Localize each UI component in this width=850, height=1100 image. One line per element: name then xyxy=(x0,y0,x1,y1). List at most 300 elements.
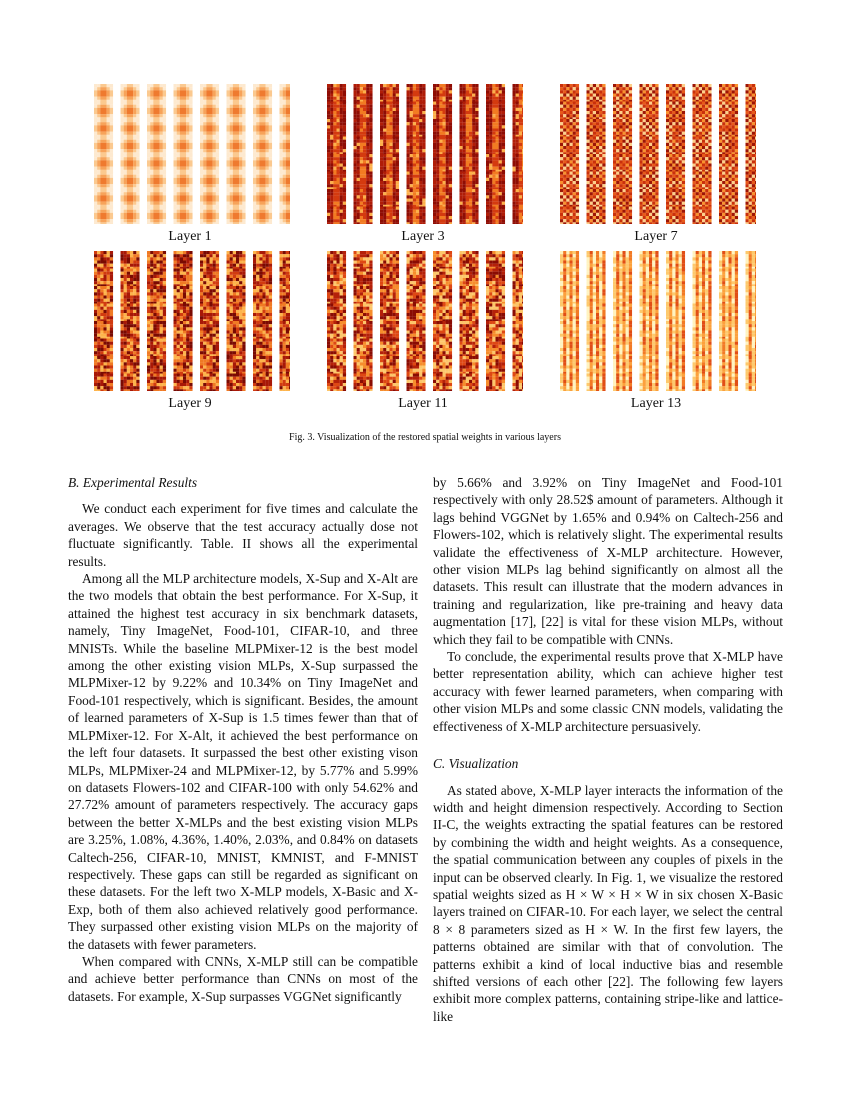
weight-tile xyxy=(407,339,426,358)
weight-tile xyxy=(693,84,712,103)
weight-tile xyxy=(227,154,246,173)
figure-panel-layer-3 xyxy=(323,84,523,244)
panel-label: Layer 11 xyxy=(398,396,448,411)
weight-tile xyxy=(613,119,632,138)
weight-tile xyxy=(253,119,272,138)
weight-tile xyxy=(94,84,113,103)
weight-tile xyxy=(227,356,246,375)
weight-tile xyxy=(121,304,140,323)
weight-tile xyxy=(327,119,346,138)
weight-tile xyxy=(693,269,712,288)
weight-tile xyxy=(693,356,712,375)
weight-tile xyxy=(719,356,738,375)
weight-tile xyxy=(407,119,426,138)
weight-tile xyxy=(613,304,632,323)
weight-tile xyxy=(200,172,219,191)
weight-tile xyxy=(327,269,346,288)
weight-tile xyxy=(513,321,524,340)
weight-tile xyxy=(693,286,712,305)
weight-tile xyxy=(613,84,632,103)
weight-tile xyxy=(486,154,505,173)
weight-tile xyxy=(280,154,291,173)
weight-tile xyxy=(666,137,685,156)
weight-tile xyxy=(174,102,193,121)
weight-tile xyxy=(253,84,272,103)
figure-panel-layer-1 xyxy=(90,84,290,244)
weight-tile xyxy=(174,356,193,375)
weight-tile xyxy=(407,251,426,270)
weight-tile xyxy=(327,339,346,358)
weight-tile xyxy=(666,339,685,358)
weight-tile xyxy=(513,154,524,173)
weight-tile xyxy=(433,207,452,225)
weight-tile xyxy=(513,339,524,358)
weight-tile xyxy=(200,119,219,138)
weight-tile xyxy=(719,374,738,392)
weight-tile xyxy=(513,356,524,375)
weight-tile xyxy=(587,321,606,340)
weight-tile xyxy=(693,321,712,340)
weight-tile xyxy=(280,137,291,156)
weight-tile xyxy=(460,339,479,358)
weight-tile xyxy=(693,137,712,156)
weight-tile xyxy=(407,172,426,191)
weight-tile xyxy=(407,356,426,375)
weight-tile xyxy=(354,137,373,156)
weight-tile xyxy=(513,374,524,392)
weight-tile xyxy=(147,339,166,358)
weight-tile xyxy=(746,172,757,191)
weight-tile xyxy=(746,304,757,323)
weight-tile xyxy=(433,286,452,305)
weight-tile xyxy=(280,207,291,225)
weight-tile xyxy=(693,207,712,225)
weight-tile xyxy=(280,339,291,358)
weight-tile xyxy=(121,84,140,103)
paragraph: Among all the MLP architecture models, X-Sup and X-Alt are the two models that obtain the best performance. For X-Sup, it attained the highest test accuracy in six benchmark datasets, namely, Tiny ImageNet, Food-101, CIFAR-10, and three MNISTs. While the baseline MLPMixer-12 is the best model among the other existing vision MLPs, X-Sup surpassed the MLPMixer-12 by 9.22% and 10.34% on Tiny ImageNet and Food-101 respectively, which is significant. Besides, the amount of learned parameters of X-Sup is 1.5 times fewer than that of MLPMixer-12. For X-Alt, it achieved the best performance on the left four datasets. It surpassed the best other existing vison MLPs, MLPMixer-24 and MLPMixer-12, by 5.77% and 5.99% on datasets Flowers-102 and CIFAR-100 with only 54.62% and 27.72% amount of parameters respectively. The accuracy gaps between the better X-MLPs and the best existing vision MLPs are 3.25%, 1.08%, 4.36%, 1.40%, 2.03%, and 0.84% on datasets Caltech-256, CIFAR-10, MNIST, KMNIST, and F-MNIST respectively. These gaps can still be regarded as significant on these datasets. For the left two X-MLP models, X-Basic and X-Exp, both of them also achieved relatively good performance. They surpassed other existing vision MLPs on the majority of the datasets with fewer parameters. xyxy=(68,571,418,952)
weight-tile xyxy=(640,374,659,392)
weight-tile xyxy=(147,172,166,191)
weight-tile xyxy=(666,84,685,103)
weight-tile xyxy=(174,339,193,358)
weight-tile xyxy=(407,374,426,392)
weight-tile xyxy=(200,286,219,305)
weight-tile xyxy=(460,119,479,138)
weight-tile xyxy=(666,374,685,392)
weight-tile xyxy=(280,304,291,323)
weight-tile xyxy=(719,137,738,156)
weight-tile xyxy=(560,172,579,191)
weight-tile xyxy=(174,137,193,156)
weight-tile xyxy=(227,207,246,225)
weight-tile xyxy=(121,207,140,225)
weight-tile xyxy=(280,286,291,305)
weight-grid-layer-13 xyxy=(556,251,756,391)
weight-tile xyxy=(640,189,659,208)
weight-tile xyxy=(613,321,632,340)
weight-tile xyxy=(486,172,505,191)
weight-tile xyxy=(94,137,113,156)
weight-tile xyxy=(94,374,113,392)
weight-tile xyxy=(227,269,246,288)
weight-tile xyxy=(560,356,579,375)
weight-tile xyxy=(147,356,166,375)
weight-tile xyxy=(227,286,246,305)
weight-tile xyxy=(433,304,452,323)
weight-tile xyxy=(147,269,166,288)
weight-tile xyxy=(354,102,373,121)
weight-tile xyxy=(94,356,113,375)
weight-tile xyxy=(354,189,373,208)
weight-tile xyxy=(613,102,632,121)
weight-tile xyxy=(94,102,113,121)
weight-tile xyxy=(613,251,632,270)
weight-tile xyxy=(486,251,505,270)
panel-label: Layer 7 xyxy=(634,229,678,244)
weight-tile xyxy=(200,137,219,156)
weight-tile xyxy=(380,286,399,305)
weight-tile xyxy=(587,137,606,156)
weight-tile xyxy=(94,207,113,225)
weight-tile xyxy=(746,269,757,288)
weight-tile xyxy=(587,304,606,323)
weight-tile xyxy=(719,154,738,173)
weight-tile xyxy=(227,251,246,270)
weight-tile xyxy=(486,374,505,392)
weight-tile xyxy=(280,321,291,340)
weight-tile xyxy=(666,102,685,121)
weight-tile xyxy=(486,286,505,305)
weight-tile xyxy=(719,84,738,103)
weight-tile xyxy=(746,286,757,305)
weight-tile xyxy=(147,137,166,156)
weight-tile xyxy=(174,321,193,340)
weight-tile xyxy=(560,251,579,270)
weight-tile xyxy=(640,172,659,191)
weight-tile xyxy=(227,321,246,340)
weight-tile xyxy=(513,207,524,225)
weight-tile xyxy=(200,189,219,208)
weight-tile xyxy=(486,339,505,358)
weight-tile xyxy=(121,356,140,375)
weight-tile xyxy=(640,137,659,156)
weight-tile xyxy=(380,207,399,225)
weight-tile xyxy=(560,304,579,323)
weight-tile xyxy=(433,356,452,375)
weight-tile xyxy=(354,356,373,375)
weight-tile xyxy=(640,356,659,375)
weight-tile xyxy=(433,154,452,173)
weight-tile xyxy=(280,172,291,191)
weight-tile xyxy=(433,374,452,392)
weight-tile xyxy=(94,269,113,288)
weight-tile xyxy=(121,102,140,121)
weight-tile xyxy=(94,286,113,305)
weight-tile xyxy=(174,172,193,191)
weight-tile xyxy=(354,84,373,103)
weight-tile xyxy=(460,321,479,340)
left-column xyxy=(68,474,418,1005)
weight-tile xyxy=(147,374,166,392)
weight-tile xyxy=(407,189,426,208)
weight-grid-layer-3 xyxy=(323,84,523,224)
weight-tile xyxy=(560,286,579,305)
right-column xyxy=(433,474,783,1025)
weight-tile xyxy=(94,154,113,173)
weight-grid-layer-9 xyxy=(90,251,290,391)
weight-tile xyxy=(227,172,246,191)
weight-tile xyxy=(693,119,712,138)
weight-tile xyxy=(174,286,193,305)
weight-tile xyxy=(640,207,659,225)
weight-tile xyxy=(121,172,140,191)
section-heading: C. Visualization xyxy=(433,756,519,772)
paragraph: We conduct each experiment for five times and calculate the averages. We observe that the test accuracy actually dose not fluctuate significantly. Table. II shows all the experimental results. xyxy=(68,501,418,569)
weight-tile xyxy=(380,321,399,340)
weight-tile xyxy=(253,321,272,340)
weight-tile xyxy=(666,269,685,288)
weight-tile xyxy=(513,269,524,288)
weight-tile xyxy=(666,356,685,375)
weight-tile xyxy=(354,251,373,270)
weight-tile xyxy=(407,102,426,121)
weight-tile xyxy=(560,269,579,288)
weight-tile xyxy=(380,374,399,392)
weight-tile xyxy=(327,374,346,392)
weight-tile xyxy=(587,207,606,225)
weight-tile xyxy=(380,356,399,375)
weight-tile xyxy=(327,137,346,156)
weight-tile xyxy=(121,286,140,305)
weight-tile xyxy=(640,102,659,121)
panel-label: Layer 1 xyxy=(168,229,212,244)
weight-tile xyxy=(640,84,659,103)
weight-tile xyxy=(560,137,579,156)
weight-tile xyxy=(640,251,659,270)
weight-tile xyxy=(380,172,399,191)
weight-tile xyxy=(486,119,505,138)
weight-tile xyxy=(560,119,579,138)
weight-tile xyxy=(94,321,113,340)
weight-tile xyxy=(460,84,479,103)
weight-tile xyxy=(147,321,166,340)
weight-tile xyxy=(380,304,399,323)
weight-tile xyxy=(433,119,452,138)
panel-label: Layer 9 xyxy=(168,396,212,411)
weight-tile xyxy=(746,321,757,340)
weight-tile xyxy=(253,172,272,191)
weight-tile xyxy=(200,102,219,121)
weight-tile xyxy=(433,269,452,288)
weight-tile xyxy=(200,269,219,288)
weight-tile xyxy=(613,189,632,208)
weight-tile xyxy=(613,172,632,191)
weight-tile xyxy=(486,356,505,375)
weight-tile xyxy=(486,84,505,103)
weight-tile xyxy=(147,286,166,305)
weight-tile xyxy=(354,172,373,191)
weight-tile xyxy=(147,119,166,138)
weight-tile xyxy=(587,251,606,270)
weight-tile xyxy=(746,189,757,208)
weight-tile xyxy=(746,207,757,225)
weight-tile xyxy=(354,321,373,340)
weight-tile xyxy=(613,286,632,305)
weight-tile xyxy=(587,269,606,288)
weight-tile xyxy=(121,269,140,288)
weight-grid-layer-7 xyxy=(556,84,756,224)
weight-tile xyxy=(174,207,193,225)
weight-tile xyxy=(486,304,505,323)
weight-tile xyxy=(746,84,757,103)
weight-tile xyxy=(253,339,272,358)
weight-tile xyxy=(613,339,632,358)
weight-tile xyxy=(693,154,712,173)
weight-tile xyxy=(227,189,246,208)
weight-tile xyxy=(280,84,291,103)
weight-tile xyxy=(94,339,113,358)
paragraph: To conclude, the experimental results prove that X-MLP have better representation ability, which can achieve higher test accuracy with fewer learned parameters, when comparing with other vision MLPs and some classic CNN models, validating the effectiveness of X-MLP architecture persuasively. xyxy=(433,649,783,734)
weight-tile xyxy=(587,84,606,103)
weight-tile xyxy=(513,84,524,103)
weight-tile xyxy=(94,251,113,270)
weight-tile xyxy=(380,119,399,138)
weight-tile xyxy=(280,189,291,208)
panel-label: Layer 13 xyxy=(630,396,682,411)
weight-grid-layer-11 xyxy=(323,251,523,391)
weight-tile xyxy=(746,102,757,121)
weight-tile xyxy=(486,269,505,288)
weight-tile xyxy=(380,189,399,208)
weight-tile xyxy=(746,137,757,156)
weight-tile xyxy=(253,251,272,270)
weight-tile xyxy=(719,339,738,358)
weight-tile xyxy=(94,304,113,323)
weight-tile xyxy=(560,154,579,173)
weight-tile xyxy=(486,321,505,340)
weight-tile xyxy=(200,339,219,358)
weight-tile xyxy=(460,251,479,270)
weight-tile xyxy=(693,102,712,121)
weight-tile xyxy=(587,286,606,305)
weight-tile xyxy=(94,172,113,191)
weight-tile xyxy=(380,102,399,121)
weight-tile xyxy=(587,119,606,138)
weight-tile xyxy=(121,137,140,156)
weight-tile xyxy=(174,154,193,173)
weight-tile xyxy=(121,321,140,340)
weight-tile xyxy=(147,207,166,225)
weight-tile xyxy=(587,339,606,358)
weight-tile xyxy=(433,251,452,270)
weight-tile xyxy=(746,251,757,270)
weight-tile xyxy=(513,119,524,138)
weight-tile xyxy=(719,321,738,340)
weight-tile xyxy=(121,154,140,173)
weight-tile xyxy=(513,172,524,191)
weight-tile xyxy=(693,304,712,323)
weight-tile xyxy=(666,304,685,323)
weight-tile xyxy=(513,137,524,156)
weight-tile xyxy=(253,154,272,173)
weight-tile xyxy=(121,339,140,358)
weight-tile xyxy=(486,102,505,121)
weight-tile xyxy=(327,84,346,103)
weight-tile xyxy=(666,172,685,191)
weight-tile xyxy=(640,269,659,288)
weight-tile xyxy=(200,374,219,392)
weight-tile xyxy=(513,189,524,208)
weight-tile xyxy=(460,304,479,323)
weight-tile xyxy=(433,137,452,156)
weight-tile xyxy=(227,102,246,121)
weight-tile xyxy=(460,102,479,121)
weight-tile xyxy=(513,102,524,121)
weight-tile xyxy=(327,154,346,173)
weight-tile xyxy=(719,189,738,208)
figure-panel-layer-13 xyxy=(556,251,756,411)
weight-grid-layer-1 xyxy=(90,84,290,224)
weight-tile xyxy=(147,84,166,103)
weight-tile xyxy=(147,102,166,121)
weight-tile xyxy=(354,207,373,225)
paragraph: When compared with CNNs, X-MLP still can be compatible and achieve better performance than CNNs on most of the datasets. For example, X-Sup surpasses VGGNet significantly xyxy=(68,953,418,1004)
weight-tile xyxy=(460,356,479,375)
weight-tile xyxy=(354,286,373,305)
weight-tile xyxy=(327,172,346,191)
weight-tile xyxy=(200,84,219,103)
weight-tile xyxy=(613,154,632,173)
weight-tile xyxy=(560,339,579,358)
weight-tile xyxy=(640,286,659,305)
weight-tile xyxy=(433,102,452,121)
weight-tile xyxy=(719,304,738,323)
weight-tile xyxy=(560,321,579,340)
weight-tile xyxy=(327,102,346,121)
weight-tile xyxy=(327,304,346,323)
weight-tile xyxy=(200,356,219,375)
weight-tile xyxy=(693,374,712,392)
weight-tile xyxy=(253,304,272,323)
weight-tile xyxy=(147,189,166,208)
weight-tile xyxy=(587,102,606,121)
weight-tile xyxy=(253,374,272,392)
weight-tile xyxy=(253,356,272,375)
weight-tile xyxy=(433,189,452,208)
weight-tile xyxy=(380,269,399,288)
weight-tile xyxy=(327,207,346,225)
weight-tile xyxy=(666,119,685,138)
weight-tile xyxy=(460,269,479,288)
weight-tile xyxy=(354,339,373,358)
weight-tile xyxy=(200,304,219,323)
weight-tile xyxy=(613,269,632,288)
weight-tile xyxy=(380,339,399,358)
weight-tile xyxy=(121,189,140,208)
weight-tile xyxy=(280,102,291,121)
weight-tile xyxy=(587,154,606,173)
weight-tile xyxy=(513,251,524,270)
weight-tile xyxy=(174,251,193,270)
weight-tile xyxy=(280,251,291,270)
weight-tile xyxy=(380,251,399,270)
weight-tile xyxy=(560,207,579,225)
weight-tile xyxy=(354,304,373,323)
weight-tile xyxy=(354,119,373,138)
weight-tile xyxy=(327,321,346,340)
section-heading: B. Experimental Results xyxy=(68,475,198,490)
weight-tile xyxy=(719,207,738,225)
